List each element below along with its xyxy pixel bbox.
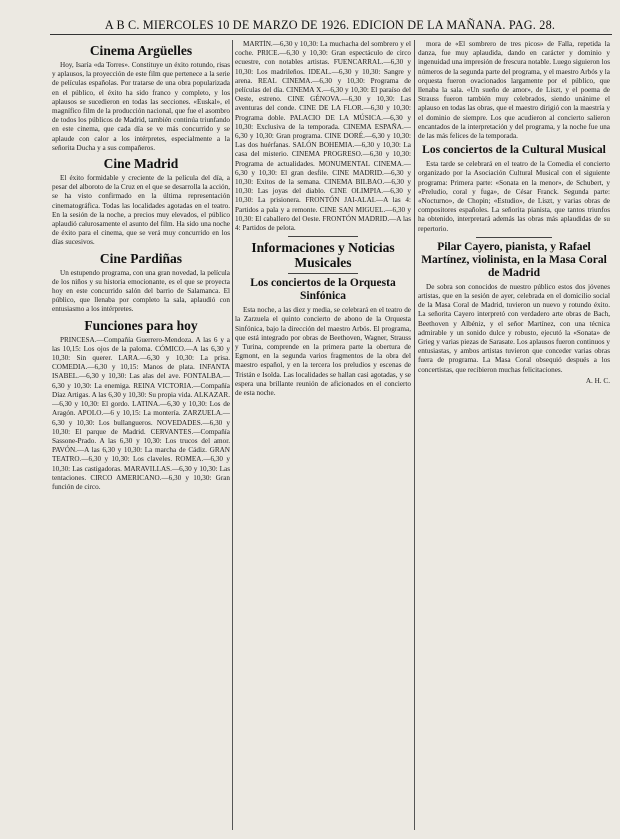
section-title: Cine Pardiñas — [99, 250, 183, 266]
article-text: Esta tarde se celebrará en el teatro de la Comedia el concierto organizado por la Asociación Cultural Musical con el siguiente programa: Primera parte: «Sonata en la menor», de Schubert, y «Preludio, coral y fuga», de César Franck. Segunda parte: «Nocturno», de Chopin; «Estudio», de Liszt, y varias obras de compositores españoles. La señorita pianista, que tantos triunfos ha obtenido, interpretará además las obras más aplaudidas de su repertorio. — [418, 160, 610, 233]
section-title: Pilar Cayero, pianista, y Rafael Martínez, violinista, en la Masa Coral de Madrid — [421, 240, 607, 279]
divider — [288, 236, 358, 237]
column-left — [52, 40, 230, 832]
column-divider — [232, 40, 233, 830]
article-text: De sobra son conocidos de nuestro público estos dos jóvenes artistas, que en la sesión de ayer, celebrada en el domicilio social de la Masa Coral de Madrid, tuvieron un nuevo y rotundo éxito. La señorita Cayero interpretó con verdadero arte obras de Bach, Beethoven y Albéniz, y el señor Martínez, con una técnica admirable y un sonido dulce y robusto, ejecutó la «Sonata» de Grieg y varias piezas de Sarasate. Los aplausos fueron continuos y entusiastas, y ambos artistas tuvieron que conceder varias obras fuera de programa. La Masa Coral obsequió después a los concertistas, que recibieron muchas felicitaciones. — [418, 282, 610, 374]
divider — [288, 273, 358, 274]
article-text: Un estupendo programa, con una gran novedad, la película de los niños y su historia emocionante, es el que se proyecta hoy en este concurrido salón del barrio de Salamanca. El público, que llenaba por completo la sala, aplaudió con entusiasmo a los intérpretes. — [52, 268, 230, 314]
article-text: El éxito formidable y creciente de la película del día, a pesar del alboroto de la Cruz en el que se desarrolla la acción, se ha visto confirmado en la última representación cinematográfica. Todas las localidades agotadas en el teatro. En la sesión de la noche, a precios muy elevados, el público aplaudió calurosamente el asunto del film. Ha sido una noche de éxito para el cinema, que se verá muy concurrido en los días sucesivos. — [52, 174, 230, 247]
listings-text: PRINCESA.—Compañía Guerrero-Mendoza. A las 6 y a las 10,15: Los ojos de la paloma. CÓMICO.—A las 6,30 y 10,30: Sin querer. LARA.—6,30 y 10,30: La prisa. COMEDIA.—6,30 y 10,15: Manos de plata. INFANTA ISABEL.—6,30 y 10,30: Las alas del ave. FONTALBA.—6,30 y 10,30: La enemiga. REINA VICTORIA.—Compañía Díaz Artigas. A las 6,30 y 10,30: Su propia vida. ALKAZAR.—6,30 y 10,30: El gordo. LATINA.—6,30 y 10,30: Los de Aragón. APOLO.—6 y 10,15: La montería. ZARZUELA.—6,30 y 10,30: Los bullangueros. NOVEDADES.—6,30 y 10,30: El parque de Madrid. CERVANTES.—Compañía Sassone-Prado. A las 6,30 y 10,30: Los trucos del amor. PAVÓN.—A las 6,30 y 10,30: La marcha de Cádiz. GRAN TEATRO.—6,30 y 10,30: Los claveles. ROMEA.—6,30 y 10,30: Las castigadoras. MARAVILLAS.—6,30 y 10,30: Las tentaciones. CIRCO AMERICANO.—6,30 y 10,30: Gran función de circo. — [52, 335, 230, 491]
section-title: Funciones para hoy — [84, 317, 198, 333]
section-title: Los conciertos de la Orquesta Sinfónica — [250, 277, 396, 303]
section-title: Los conciertos de la Cultural Musical — [422, 144, 606, 157]
column-divider — [414, 40, 415, 830]
masthead-rule — [50, 34, 612, 35]
signature: A. H. C. — [585, 376, 610, 385]
masthead: A B C. MIERCOLES 10 DE MARZO DE 1926. EDICION DE LA MAÑANA. PAG. 28. — [104, 18, 556, 32]
section-title: Cinema Argüelles — [89, 43, 193, 58]
article-text: mora de «El sombrero de tres picos» de Falla, repetida la danza, fue muy aplaudida, dando en carácter y dominio y ingenuidad una impresión de frescura notable. Luego siguieron los números de la segunda parte del programa, y el maestro Arbós y la orquesta fueron ovacionados largamente por el público, que llenaba la sala. «Un sueño de amor», de Liszt, y el poema de Strauss fueron también muy celebrados, siendo unánime el aplauso en todas las obras, que el maestro dirigió con la maestría y el dominio de siempre. Los que acudieron al concierto salieron encantados de la interpretación y del programa, y la noche fue una de las más felices de la temporada. — [418, 40, 610, 141]
divider — [476, 237, 553, 238]
article-text: Hoy, Isaría «da Torres». Constituye un éxito rotundo, risas y aplausos, la proyección de este film que pertenece a la serie de películas españolas. Por tratarse de una obra popularizada en el público, el éxito ha sido franco y completo, y los aplausos se sucedieron en todas las secciones. «Euskal», el magnífico film de la producción nacional, que fue el asombro de todos los públicos de Madrid, también continúa triunfando en este cinema, que cada día se ve más concurrido y se aplaude con calor a los intérpretes, especialmente a la señorita Ducha y a sus compañeros. — [52, 61, 230, 152]
article-text: Esta noche, a las diez y media, se celebrará en el teatro de la Zarzuela el quinto concierto de abono de la Orquesta Sinfónica, bajo la dirección del maestro Arbós. El programa, que está integrado por obras de Beethoven, Wagner, Strauss y Turina, comprende en la primera parte la obertura de Egmont, en la segunda varios fragmentos de la obra del maestro español, y en la tercera los preludios y escenas de Tristán e Isolda. Las localidades se hallan casi agotadas, y se espera una brillante reunión de aficionados en el concierto de esta noche. — [235, 306, 411, 398]
column-right — [418, 40, 610, 832]
section-title: Informaciones y Noticias Musicales — [251, 240, 395, 271]
listings-text: MARTÍN.—6,30 y 10,30: La muchacha del sombrero y el coche. PRICE.—6,30 y 10,30: Gran espectáculo de circo ecuestre, con notables artistas. FUENCARRAL.—6,30 y 10,30: Los madrileños. IDEAL.—6,30 y 10,30: Sangre y arena. REAL CINEMA.—6,30 y 10,30: Programa de películas del día. CINEMA X.—6,30 y 10,30: El paraíso del Oeste, estreno. CINE GÉNOVA.—6,30 y 10,30: Las aventuras del conde. CINE DE LA FLOR.—6,30 y 10,30: Programa doble. PALACIO DE LA MÚSICA.—6,30 y 10,30: Exclusiva de la temporada. CINEMA ESPAÑA.—6,30 y 10,30: Gran programa. CINE DORÉ.—6,30 y 10,30: Las dos huérfanas. SALÓN BOHEMIA.—6,30 y 10,30: La casa del misterio. CINEMA PROGRESO.—6,30 y 10,30: Programa de actualidades. MONUMENTAL CINEMA.—6,30 y 10,30: El gran desfile. CINE MADRID.—6,30 y 10,30: Exitos de la semana. CINEMA BILBAO.—6,30 y 10,30: Las joyas del diablo. CINE OLIMPIA.—6,30 y 10,30: La prisionera. FRONTÓN JAI-ALAI.—A las 4: Partidos a pala y a remonte. CINE SAN MIGUEL.—6,30 y 10,30: El caballero del Oeste. FRONTÓN MADRID.—A las 4: Partidos de pelota. — [235, 40, 411, 233]
column-middle — [235, 40, 411, 832]
section-title: Cine Madrid — [103, 156, 179, 172]
